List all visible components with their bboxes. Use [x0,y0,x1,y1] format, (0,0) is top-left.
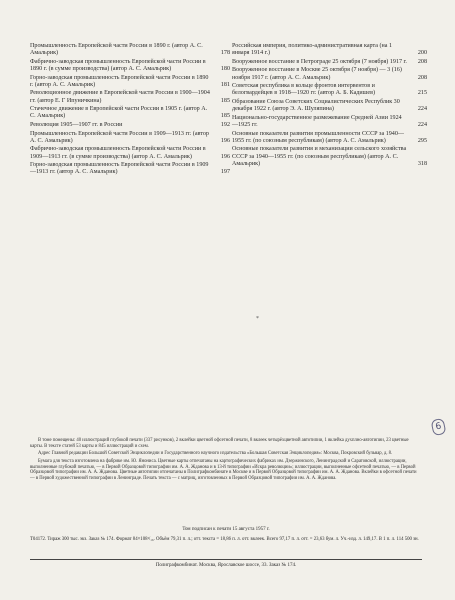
imprint-block [30,438,422,484]
contents-entry [232,59,427,66]
contents-left-column [30,43,230,178]
imprint-paragraph: Бумага для текста изготовлена на фабрике им. Ю. Янониса. Цветные карты отпечатаны на картографических фабриках им. Дзержинского, Ленинградской и Саратовской, иллюстрации, выполненные глубокой печатью, — в Первой Образцовой типографии им. А. А. Жданова и в 13-й типографии «Искра революции»; иллюстрации, выполненные офсетной печатью, — в Первой Образцовой типографии им. А. А. Жданова. Цветные автотипии отпечатаны в Полиграфкомбинате в Москве и в Первой Образцовой типографии им. А. А. Жданова. Вклейки в офсетной печати — в Первой художественной типографии в Ленинграде. Печать текста — с матриц, изготовленных в Первой Образцовой типографии им. А. А. Жданова. [30,459,417,481]
entry-page: 178 [220,50,230,57]
contents-entry [232,146,427,168]
entry-title: Вооруженное восстание в Москве 25 октября (7 ноября) — 3 (16) ноября 1917 г. (автор А. С. Амальрик) [232,67,402,81]
entry-page: 200 [417,50,427,57]
contents-entry [232,67,427,81]
entry-title: Российская империя, политико-административная карта (на 1 января 1914 г.) [232,43,393,57]
entry-page: 192 [220,121,230,128]
center-mark: * [256,316,259,322]
entry-page: 318 [417,160,427,167]
contents-entry [30,90,230,104]
contents-entry [30,146,230,160]
entry-page: 215 [417,90,427,97]
entry-title: Промышленность Европейской части России в 1909—1913 гг. (автор А. С. Амальрик) [30,130,209,144]
entry-page: 224 [417,121,427,128]
entry-title: Советская республика в кольце фронтов интервентов и белогвардейцев в 1918—1920 гг. (автор А. Б. Кадишев) [232,83,375,97]
contents-entry [30,131,230,145]
entry-title: Вооруженное восстание в Петрограде 25 октября (7 ноября) 1917 г. [232,58,407,65]
signed-to-print: Том подписан к печати 15 августа 1957 г. [182,527,270,532]
imprint-paragraph: В томе помещены: 40 иллюстраций глубокой печати (337 рисунков), 2 вклейки цветной офсетной печати, 8 вклеек четырёхцветной автотипии, 1 вклейка духплно-автотипии, 23 цветные карты. В тексте статей 53 карты и 845 иллюстраций и схем. [30,438,409,449]
contents-entry [232,43,427,57]
entry-title: Основные показатели развития промышленности СССР за 1940—1955 гг. (по союзным республикам) (автор А. С. Амальрик) [232,130,404,144]
entry-page: 196 [220,137,230,144]
contents-entry [232,115,427,129]
entry-page: 208 [417,74,427,81]
entry-page: 208 [417,58,427,65]
entry-page: 181 [220,81,230,88]
divider [30,559,422,560]
technical-data: Т04172. Тираж 300 тыс. экз. Заказ № 174. Формат 84×108¹/₁₆. Объём 79,31 п. л.; отт. текста = 18,86 п. л. отт. вклеек. Всего 97,17 п. л. отт. = 23,63 бум. л. Уч.-изд. л. 149,17. В 1 п. л. 114 500 зн. [30,537,419,542]
entry-page: 185 [220,97,230,104]
entry-title: Революция 1905—1907 гг. в России [30,121,123,128]
entry-title: Горно-заводская промышленность Европейской части России в 1909—1913 гг. (автор А. С. Амальрик) [30,162,209,176]
entry-title: Стачечное движение в Европейской части России в 1905 г. (автор А. С. Амальрик) [30,106,208,120]
entry-title: Горно-заводская промышленность Европейской части России в 1890 г. (автор А. С. Амальрик) [30,74,209,88]
contents-entry [30,59,230,73]
entry-page: 185 [220,113,230,120]
entry-page: 196 [220,153,230,160]
contents-entry [232,99,427,113]
entry-title: Фабрично-заводская промышленность Европейской части России в 1909—1913 гг. (в сумме производства) (автор А. С. Амальрик) [30,146,206,160]
corner-stamp: 6 [430,418,446,436]
entry-title: Образование Союза Советских Социалистических Республик 30 декабря 1922 г. (автор Э. А. Шуляпина) [232,98,400,113]
contents-entry [232,131,427,145]
contents-entry [30,75,230,89]
contents-entry [30,122,230,129]
contents-entry [232,83,427,97]
entry-title: Революционное движение в Европейской части России в 1900—1904 гг. (автор Е. Г Ипуничкина) [30,90,210,104]
entry-page: 295 [417,137,427,144]
contents-entry [30,106,230,120]
entry-page: 180 [220,66,230,72]
contents-entry [30,43,230,57]
contents-entry [30,162,230,176]
printer-address: Полиграфкомбинат. Москва, Ярославское шоссе, 33. Заказ № 174. [155,563,297,568]
entry-page: 197 [220,169,230,176]
entry-title: Фабрично-заводская промышленность Европейской части России в 1890 г. (в сумме производства) (автор А. С. Амальрик) [30,58,206,72]
entry-page: 224 [417,106,427,113]
imprint-paragraph: Адрес Главной редакции Большой Советской Энциклопедии и Государственного научного издательства «Большая Советская Энциклопедия»: Москва, Покровский бульвар, д. 8. [38,451,393,457]
entry-title: Промышленность Европейской части России в 1890 г. (автор А. С. Амальрик) [30,43,203,57]
entry-title: Основные показатели развития и механизации сельского хозяйства СССР за 1940—1955 гг. (по союзным республикам) (автор А. С. Амальрик) [232,146,407,167]
contents-right-column [232,43,427,169]
entry-title: Национально-государственное размежевание Средней Азии 1924—1925 гг. [232,114,402,128]
